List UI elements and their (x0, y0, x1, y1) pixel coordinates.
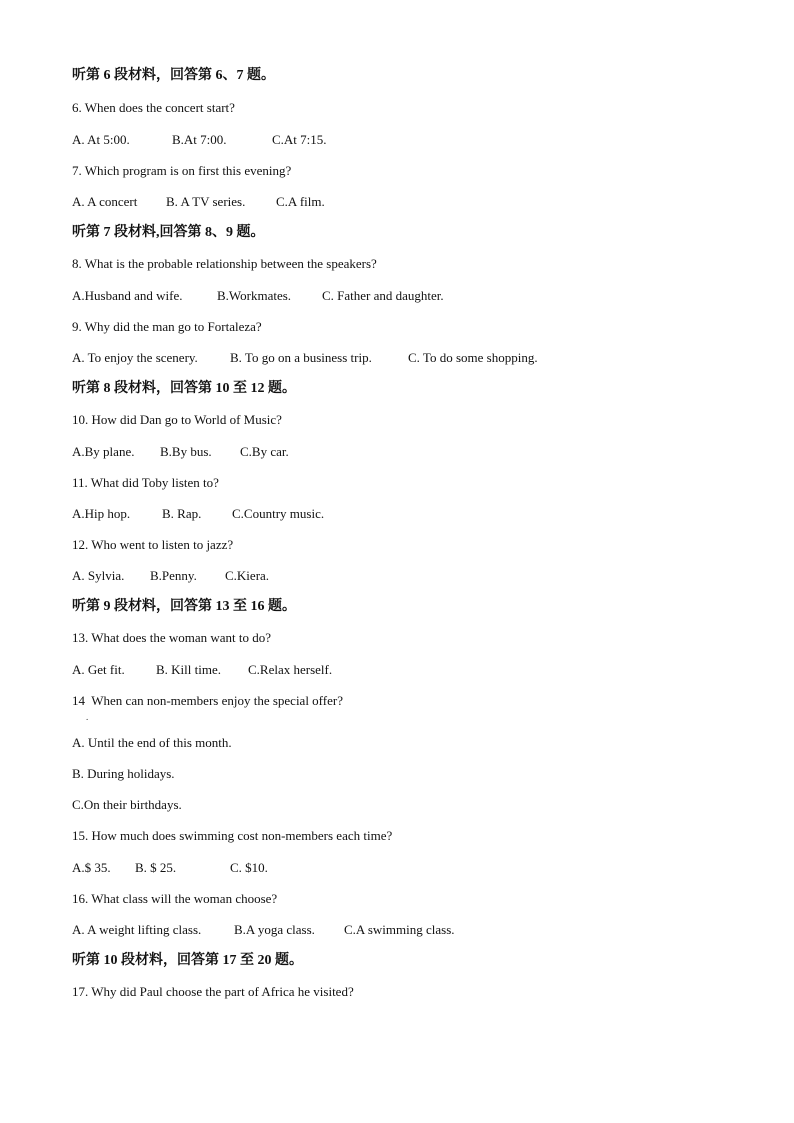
answer-option: B. A TV series. (166, 194, 246, 209)
answer-option: C. To do some shopping. (408, 350, 538, 365)
section-heading: 听第 6 段材料，回答第 6、7 题。 (72, 68, 275, 83)
answer-option: B.Penny. (150, 568, 197, 583)
answer-option: C.Kiera. (225, 568, 270, 583)
question-text: A. Until the end of this month. (72, 735, 232, 750)
question-text: 14 When can non-members enjoy the special offer? (72, 693, 343, 708)
answer-option: B.By bus. (160, 444, 212, 459)
section-heading: 听第 9 段材料，回答第 13 至 16 题。 (72, 599, 296, 614)
answer-option: C.A swimming class. (344, 922, 455, 937)
answer-option: A. Get fit. (72, 662, 125, 677)
answer-option: B. Rap. (162, 506, 202, 521)
answer-option: A.By plane. (72, 444, 135, 459)
stray-mark: . (86, 712, 89, 722)
answer-option: A.$ 35. (72, 860, 111, 875)
question-text: 13. What does the woman want to do? (72, 630, 272, 645)
answer-option: B.A yoga class. (234, 922, 315, 937)
answer-option: A. Sylvia. (72, 568, 125, 583)
answer-option: A. To enjoy the scenery. (72, 350, 198, 365)
answer-option: C.At 7:15. (272, 132, 327, 147)
answer-option: C. Father and daughter. (322, 288, 444, 303)
question-text: 7. Which program is on first this evening? (72, 163, 292, 178)
answer-option: A.Husband and wife. (72, 288, 183, 303)
answer-option: B. Kill time. (156, 662, 221, 677)
question-text: 10. How did Dan go to World of Music? (72, 412, 282, 427)
answer-option: B. To go on a business trip. (230, 350, 372, 365)
answer-option: C.Country music. (232, 506, 325, 521)
question-text: 15. How much does swimming cost non-members each time? (72, 828, 393, 843)
answer-option: C.A film. (276, 194, 325, 209)
question-text: 6. When does the concert start? (72, 100, 235, 115)
answer-option: A. A concert (72, 194, 138, 209)
answer-option: C. $10. (230, 860, 268, 875)
question-text: 17. Why did Paul choose the part of Africa he visited? (72, 984, 354, 999)
question-text: 9. Why did the man go to Fortaleza? (72, 319, 262, 334)
section-heading: 听第 8 段材料，回答第 10 至 12 题。 (72, 381, 296, 396)
answer-option: B. $ 25. (135, 860, 177, 875)
answer-option: A.Hip hop. (72, 506, 131, 521)
answer-option: C.By car. (240, 444, 289, 459)
question-text: 12. Who went to listen to jazz? (72, 537, 234, 552)
answer-option: B.Workmates. (217, 288, 292, 303)
answer-option: C.Relax herself. (248, 662, 333, 677)
question-text: 8. What is the probable relationship between the speakers? (72, 256, 377, 271)
question-text: 16. What class will the woman choose? (72, 891, 278, 906)
answer-option: B.At 7:00. (172, 132, 227, 147)
question-text: C.On their birthdays. (72, 797, 182, 812)
section-heading: 听第 10 段材料，回答第 17 至 20 题。 (72, 953, 303, 968)
answer-option: A. A weight lifting class. (72, 922, 202, 937)
question-text: B. During holidays. (72, 766, 175, 781)
question-text: 11. What did Toby listen to? (72, 475, 219, 490)
answer-option: A. At 5:00. (72, 132, 130, 147)
section-heading: 听第 7 段材料,回答第 8、9 题。 (72, 225, 265, 240)
